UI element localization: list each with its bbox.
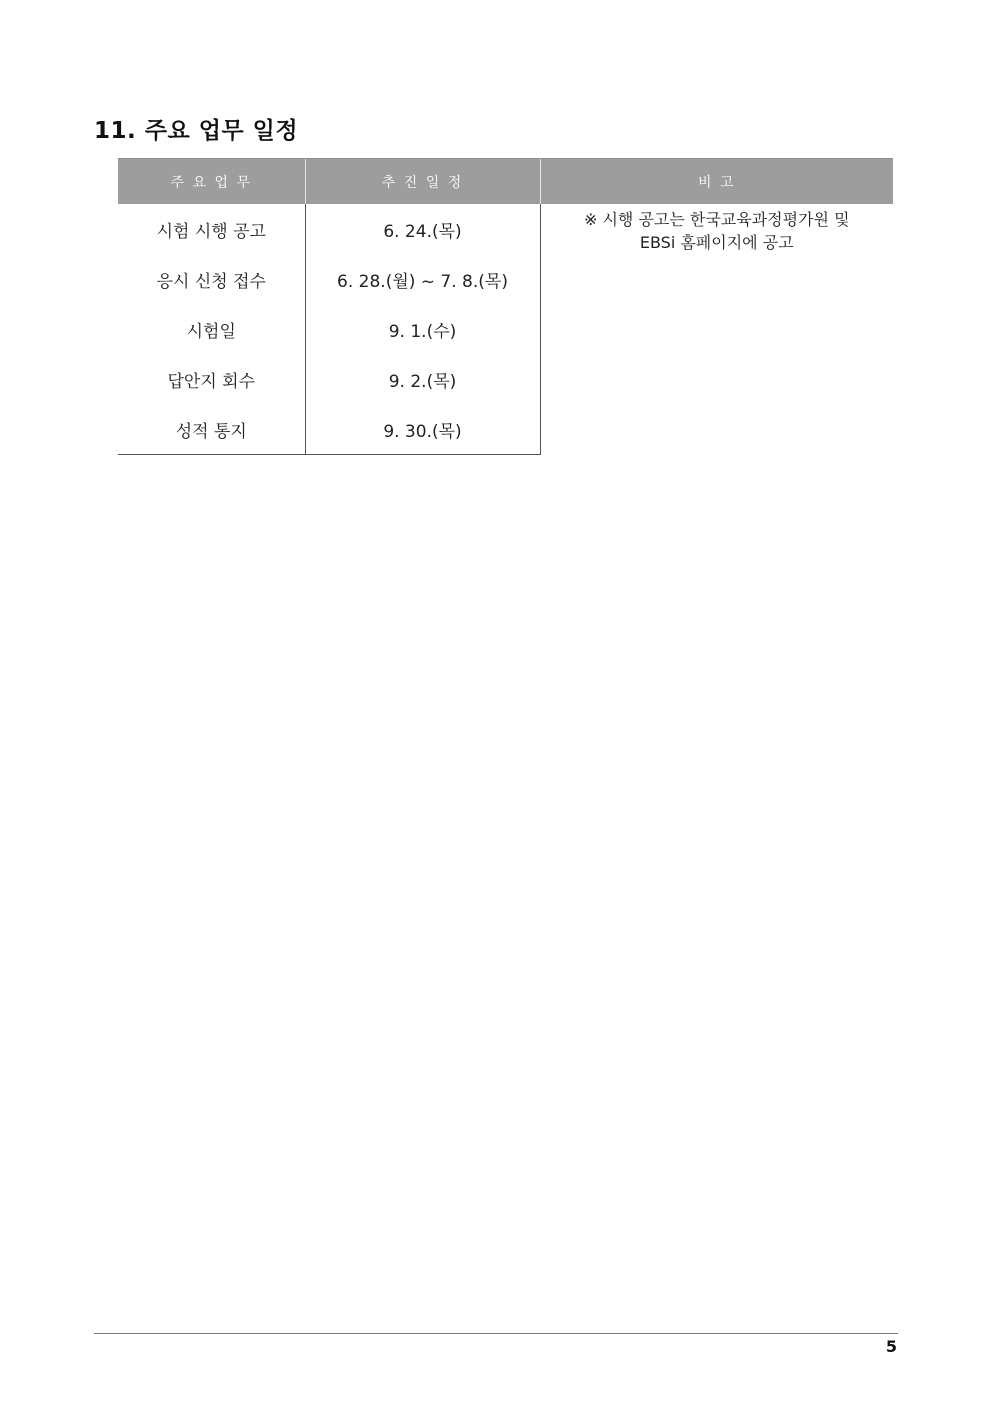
schedule-table [118,158,893,455]
date-cell: 6. 24.(목) [305,204,540,254]
footer-divider [94,1333,898,1334]
date-cell: 9. 1.(수) [305,304,540,354]
page-number: 5 [885,1337,897,1356]
date-cell: 9. 2.(목) [305,354,540,404]
date-cell: 9. 30.(목) [305,404,540,455]
task-cell: 시험일 [118,304,305,354]
header-remarks: 비 고 [540,159,893,205]
remarks-line-1: ※ 시행 공고는 한국교육과정평가원 및 [583,210,850,229]
header-task: 주 요 업 무 [118,159,305,205]
table-row [118,204,893,254]
remarks-cell [540,204,893,455]
remarks-line-2: EBSi 홈페이지에 공고 [639,233,794,252]
header-schedule: 추 진 일 정 [305,159,540,205]
task-cell: 답안지 회수 [118,354,305,404]
task-cell: 성적 통지 [118,404,305,455]
task-cell: 응시 신청 접수 [118,254,305,304]
table-header-row [118,159,893,205]
task-cell: 시험 시행 공고 [118,204,305,254]
section-title: 11. 주요 업무 일정 [94,118,299,144]
date-cell: 6. 28.(월) ~ 7. 8.(목) [305,254,540,304]
